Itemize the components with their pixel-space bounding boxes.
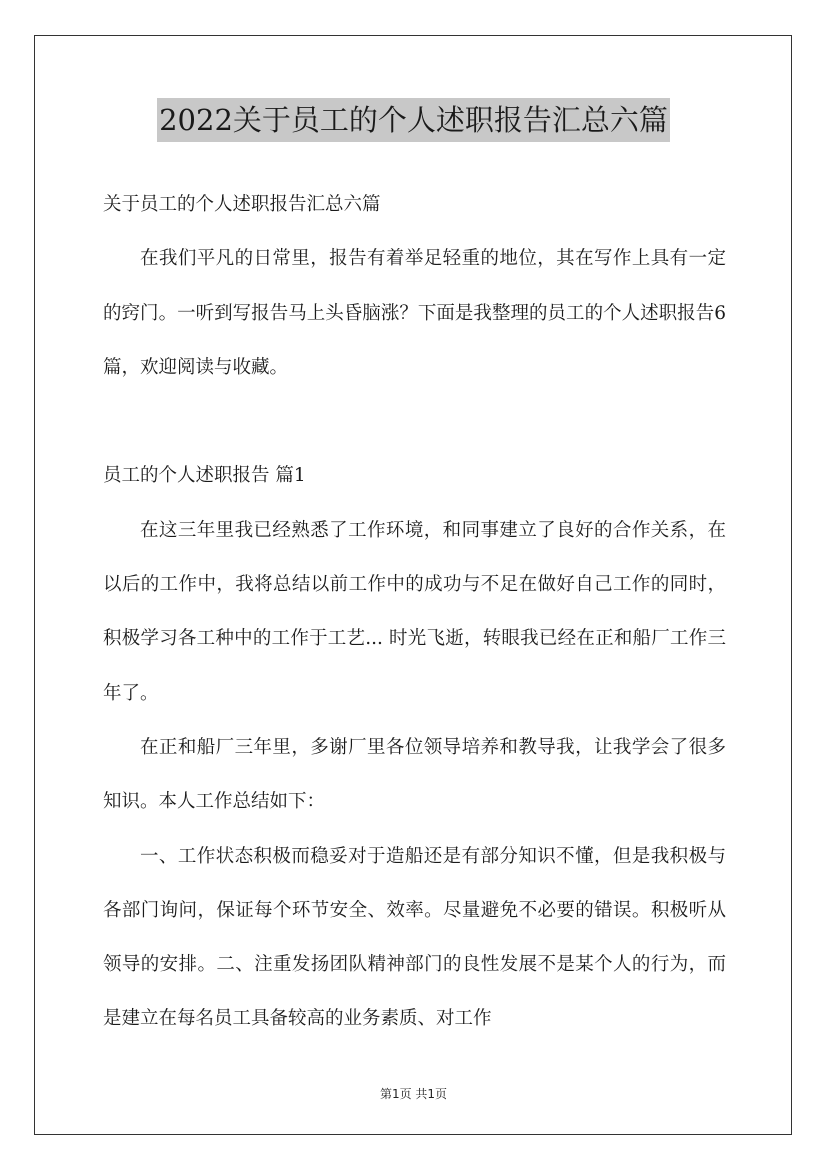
body-paragraph: 在这三年里我已经熟悉了工作环境，和同事建立了良好的合作关系，在以后的工作中，我将总结以前工作中的成功与不足在做好自己工作的同时，积极学习各工种中的工作于工艺... 时光飞逝，转眼我已经在正和船厂工作三年了。: [103, 519, 726, 704]
section-heading: 员工的个人述职报告 篇1: [103, 465, 306, 487]
document-title: [0, 98, 827, 142]
document-subtitle: 关于员工的个人述职报告汇总六篇: [103, 194, 381, 215]
document-body: [103, 178, 726, 1047]
blank-line: [103, 395, 726, 449]
body-paragraph: 一、工作状态积极而稳妥对于造船还是有部分知识不懂，但是我积极与各部门询问，保证每个环节安全、效率。尽量避免不必要的错误。积极听从领导的安排。二、注重发扬团队精神部门的良性发展不是某个人的行为，而是建立在每名员工具备较高的业务素质、对工作: [103, 845, 726, 1030]
intro-paragraph: 在我们平凡的日常里，报告有着举足轻重的地位，其在写作上具有一定的窍门。一听到写报告马上头昏脑涨？下面是我整理的员工的个人述职报告6篇，欢迎阅读与收藏。: [103, 248, 726, 378]
body-paragraph: 在正和船厂三年里，多谢厂里各位领导培养和教导我，让我学会了很多知识。本人工作总结如下：: [103, 736, 726, 813]
document-title-text: 2022关于员工的个人述职报告汇总六篇: [157, 98, 670, 142]
page-footer: 第1页 共1页: [379, 1087, 448, 1101]
